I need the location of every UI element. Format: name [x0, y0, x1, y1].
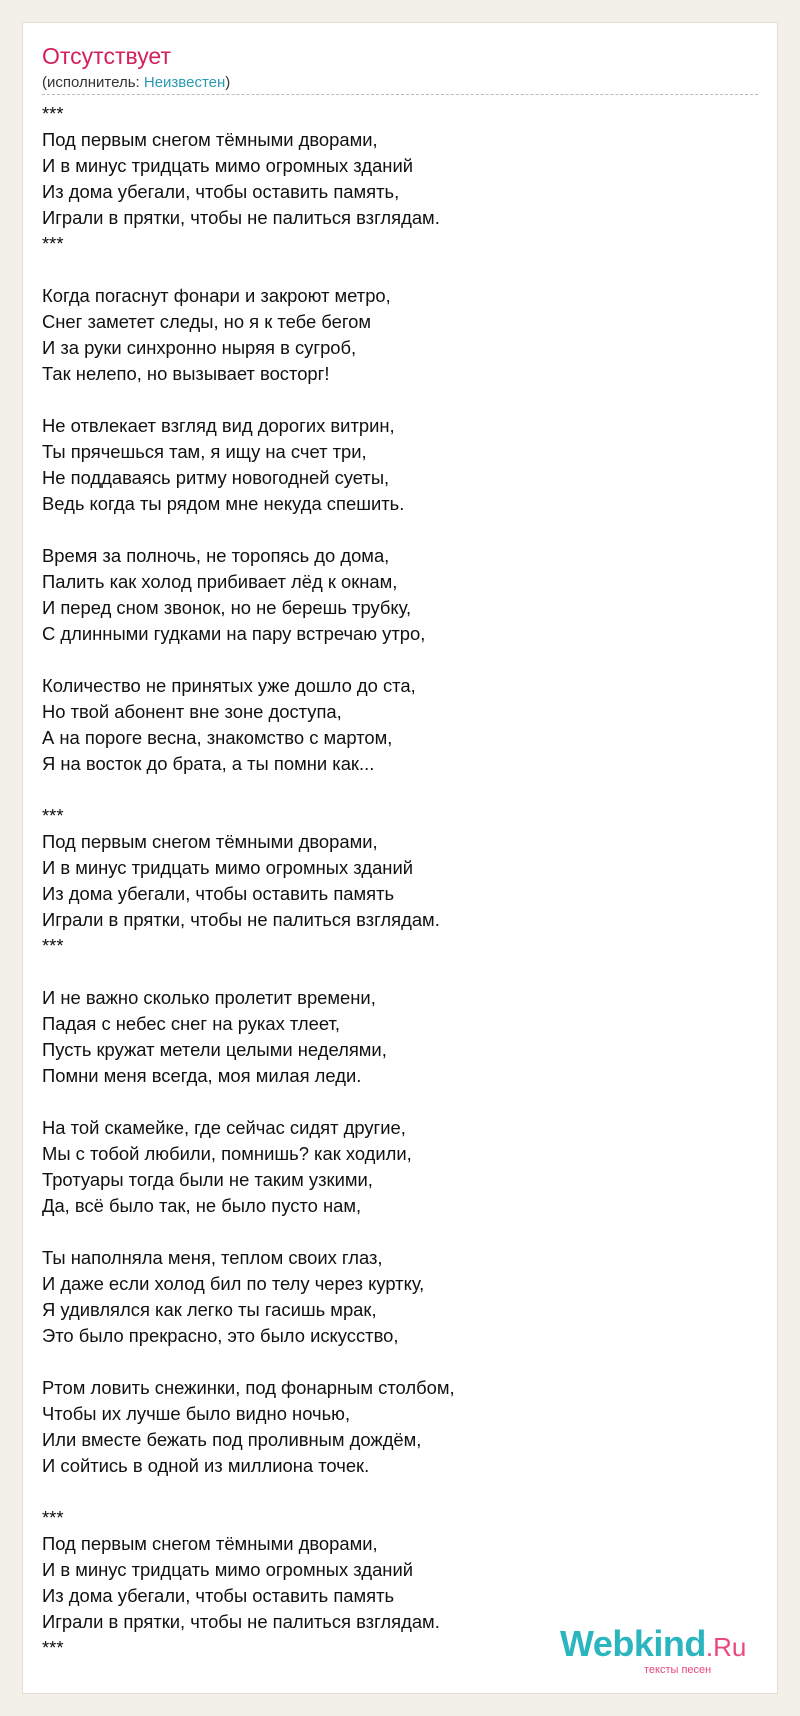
artist-prefix: (исполнитель: — [42, 74, 144, 91]
artist-line — [42, 74, 230, 91]
song-title: Отсутствует — [42, 43, 171, 69]
lyrics-card — [22, 22, 778, 1694]
logo-suffix-text: .Ru — [705, 1632, 747, 1662]
logo-tagline: тексты песен — [644, 1664, 712, 1676]
logo-main-text: Webkind — [560, 1623, 706, 1664]
artist-suffix: ) — [225, 74, 231, 91]
lyrics-text: *** Под первым снегом тёмными дворами, И в минус тридцать мимо огромных зданий Из дома убегали, чтобы оставить память, Играли в прятки, чтобы не палиться взглядам. *** Когда погаснут фонари и закроют метро, Снег заметет следы, но я к тебе бегом И за руки синхронно ныряя в сугроб, Так нелепо, но вызывает восторг! Не отвлекает взгляд вид дорогих витрин, Ты прячешься там, я ищу на счет три, Не поддаваясь ритму новогодней суеты, Ведь когда ты рядом мне некуда спешить. Время за полночь, не торопясь до дома, Палить как холод прибивает лёд к окнам, И перед сном звонок, но не берешь трубку, С длинными гудками на пару встречаю утро, Количество не принятых уже дошло до ста, Но твой абонент вне зоне доступа, А на пороге весна, знакомство с мартом, Я на восток до брата, а ты помни как... *** Под первым снегом тёмными дворами, И в минус тридцать мимо огромных зданий Из дома убегали, чтобы оставить память Играли в прятки, чтобы не палиться взглядам. *** И не важно сколько пролетит времени, Падая с небес снег на руках тлеет, Пусть кружат метели целыми неделями, Помни меня всегда, моя милая леди. На той скамейке, где сейчас сидят другие, Мы с тобой любили, помнишь? как ходили, Тротуары тогда были не таким узкими, Да, всё было так, не было пусто нам, Ты наполняла меня, теплом своих глаз, И даже если холод бил по телу через куртку, Я удивлялся как легко ты гасишь мрак, Это было прекрасно, это было искусство, Ртом ловить снежинки, под фонарным столбом, Чтобы их лучше было видно ночью, Или вместе бежать под проливным дождём, И сойтись в одной из миллиона точек. *** Под первым снегом тёмными дворами, И в минус тридцать мимо огромных зданий Из дома убегали, чтобы оставить память Играли в прятки, чтобы не палиться взглядам. *** — [42, 103, 455, 1658]
title-divider — [42, 94, 758, 95]
artist-link[interactable]: Неизвестен — [143, 74, 226, 91]
site-logo[interactable] — [560, 1623, 747, 1664]
